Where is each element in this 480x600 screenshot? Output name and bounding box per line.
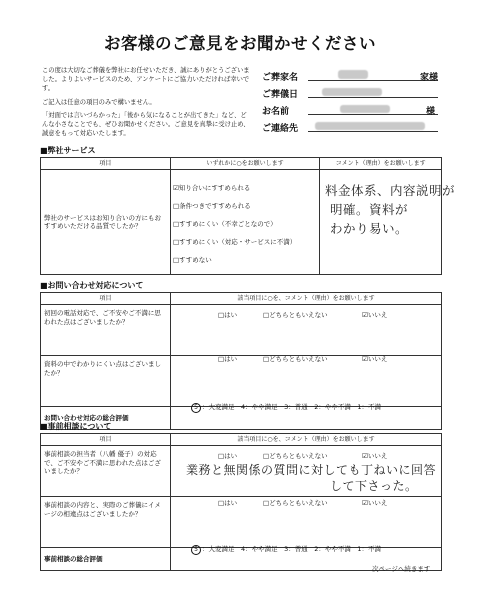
consultation-eval-label: 事前相談の総合評価: [41, 548, 171, 571]
person-name-label: お名前: [262, 107, 290, 117]
inquiry-eval-scale: ：大変満足 4：やや満足 3：普通 2：やや不満 1：不満: [202, 403, 382, 411]
staff-option-no[interactable]: ☑いいえ: [362, 452, 388, 460]
staff-option-neutral[interactable]: □どちらともいえない: [263, 452, 328, 460]
consultation-question-difference: 事前相談の内容と、実際のご葬儀にイメージの相違点はございましたか？: [41, 497, 171, 548]
inquiry-eval-selected: 5: [191, 403, 201, 413]
consultation-question-staff: 事前相談の担当者（八幡 優子）の対応で、ご不安やご不満に思われた点はございましたか？: [41, 446, 171, 497]
handwritten-comment-line-3: わかり易い。: [330, 221, 409, 236]
intro-paragraph-3: 「対面では言いづらかった」「後から気になることが出てきた」など、どんな小さなことでも、ぜひお聞かせください。ご意見を真摯に受け止め、誠意をもって対応いたします。: [42, 111, 250, 138]
materials-option-no[interactable]: ☑いいえ: [362, 355, 388, 363]
header-choice-comment: 該当項目に○を、コメント（理由）をお願いします: [171, 434, 442, 446]
materials-option-neutral[interactable]: □どちらともいえない: [263, 355, 328, 363]
consultation-eval-scale: ：大変満足 4：やや満足 3：普通 2：やや不満 1：不満: [202, 545, 382, 553]
section-consultation-title: ■事前相談について: [40, 422, 112, 431]
person-name-suffix: 様: [426, 107, 436, 117]
inquiry-question-materials: 資料の中でわかりにくい点はございましたか？: [41, 356, 171, 407]
handwritten-consultation-line-2: して下さった。: [330, 479, 418, 493]
page-title: お客様のご意見をお聞かせください: [104, 34, 376, 53]
intro-paragraph-2: ご記入は任意の項目のみで構いません。: [42, 98, 156, 106]
family-name-field[interactable]: [308, 68, 438, 81]
section-inquiry-title: ■お問い合わせ対応について: [40, 281, 144, 290]
difference-option-neutral[interactable]: □どちらともいえない: [263, 499, 328, 507]
redacted-funeral-date: [322, 88, 382, 96]
redacted-family-name: [338, 70, 368, 79]
materials-option-yes[interactable]: □はい: [218, 355, 238, 363]
contact-label: ご連絡先: [262, 124, 299, 134]
consultation-eval-options[interactable]: [191, 544, 381, 555]
handwritten-comment-line-2: 明確。資料が: [330, 202, 409, 217]
redacted-contact: [315, 122, 425, 130]
difference-option-yes[interactable]: □はい: [218, 499, 238, 507]
option-hard-misfortune[interactable]: □すすめにくい（不幸ごとなので）: [173, 220, 277, 228]
family-name-suffix: 家様: [420, 73, 439, 83]
handwritten-consultation-line-1: 業務と無関係の質問に対しても丁ねいに回答: [186, 463, 437, 477]
inquiry-answer-materials: [171, 356, 442, 407]
phone-option-yes[interactable]: □はい: [218, 311, 238, 319]
section-service-title: ■弊社サービス: [40, 146, 96, 155]
header-comment: コメント（理由）をお願いします: [320, 158, 442, 170]
option-not-recommend[interactable]: □すすめない: [173, 256, 212, 264]
option-hard-dissatisfied[interactable]: □すすめにくい（対応・サービスに不満）: [173, 238, 297, 246]
header-item: 項目: [41, 158, 171, 170]
consultation-eval-selected: 5: [191, 545, 201, 555]
redacted-person-name: [340, 105, 390, 113]
header-choice-comment: 該当項目に○を、コメント（理由）をお願いします: [171, 293, 442, 305]
inquiry-eval-options[interactable]: [191, 402, 381, 413]
option-recommend[interactable]: ☑知り合いにすすめられる: [173, 184, 251, 192]
staff-option-yes[interactable]: □はい: [218, 452, 238, 460]
header-choice: いずれかに○をお願いします: [170, 158, 319, 170]
family-name-label: ご葬家名: [262, 73, 299, 83]
header-item: 項目: [41, 434, 171, 446]
phone-option-neutral[interactable]: □どちらともいえない: [263, 311, 328, 319]
option-recommend-conditional[interactable]: □条件つきですすめられる: [173, 202, 251, 210]
header-item: 項目: [41, 293, 171, 305]
inquiry-question-phone: 初回の電話対応で、ご不安やご不満に思われた点はございましたか？: [41, 305, 171, 356]
next-page-note: 次ページへ続きます: [372, 565, 431, 573]
phone-option-no[interactable]: ☑いいえ: [362, 311, 388, 319]
service-question: 弊社のサービスはお知り合いの方にもおすすめいただける品質でしたか？: [41, 170, 171, 275]
handwritten-comment-line-1: 料金体系、内容説明が: [325, 183, 456, 198]
funeral-date-label: ご葬儀日: [262, 90, 299, 100]
inquiry-eval-label: お問い合わせ対応の総合評価: [41, 407, 171, 430]
difference-option-no[interactable]: ☑いいえ: [362, 499, 388, 507]
intro-paragraph-1: この度は大切なご葬儀を弊社にお任せいただき、誠にありがとうございました。よりよいサービスのため、アンケートにご協力いただければ幸いです。: [42, 67, 250, 93]
intro-text: [42, 66, 252, 142]
